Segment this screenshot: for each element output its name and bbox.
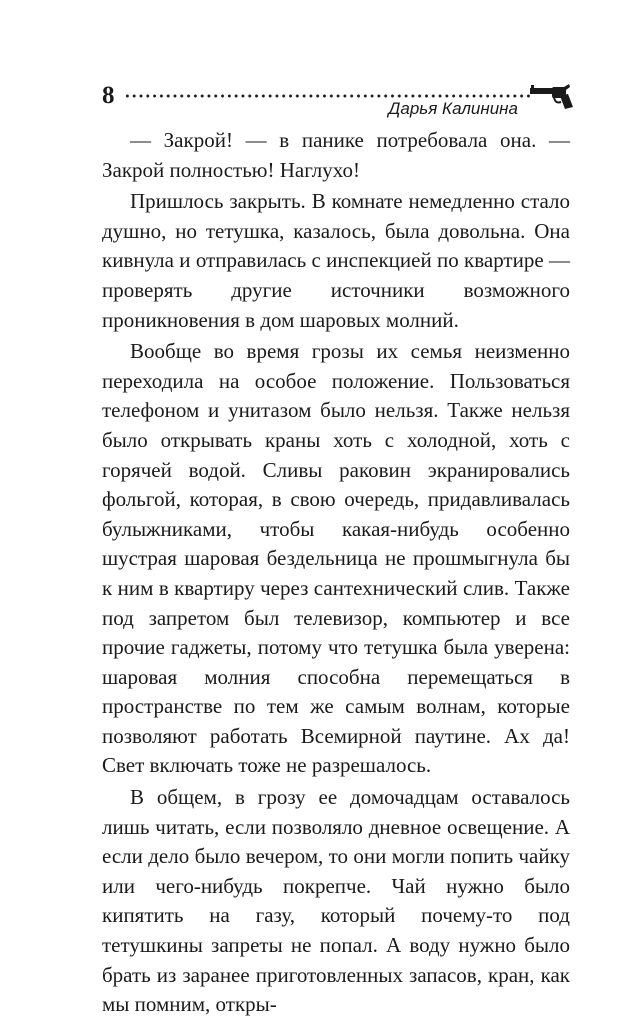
paragraph: Пришлось закрыть. В комнате немедленно стало душно, но тетушка, казалось, была довольна. Она кивнула и отправилась с инспекцией по квартире — проверять другие источники возможного проникновения в дом шаровых молний. [102, 189, 570, 332]
page-body [102, 126, 570, 1020]
dotted-leader [124, 94, 532, 98]
paragraph: — Закрой! — в панике потребовала она. — Закрой полностью! Наглухо! [102, 128, 570, 182]
running-header [102, 82, 574, 122]
author-name: Дарья Калинина [388, 99, 518, 118]
paragraph: В общем, в грозу ее домочадцам оставалось лишь читать, если позволяло дневное освещение. А если дело было вечером, то они могли попить чайку или чего-нибудь покрепче. Чай нужно было кипятить на газу, который почему-то под тетушкины запреты не попал. А воду нужно было брать из заранее приготовленных запасов, кран, как мы помним, откры- [102, 785, 570, 1017]
page-number: 8 [102, 82, 115, 109]
revolver-icon [528, 82, 574, 110]
paragraph: Вообще во время грозы их семья неизменно переходила на особое положение. Пользоваться телефоном и унитазом было нельзя. Также нельзя было открывать краны хоть с холодной, хоть с горячей водой. Сливы раковин экранировались фольгой, которая, в свою очередь, придавливалась булыжниками, чтобы какая-нибудь особенно шустрая шаровая бездельница не прошмыгнула бы к ним в квартиру через сантехнический слив. Также под запретом был телевизор, компьютер и все прочие гаджеты, потому что тетушка была уверена: шаровая молния способна перемещаться в пространстве по тем же самым волнам, которые позволяют работать Всемирной паутине. Ах да! Свет включать тоже не разрешалось. [102, 339, 570, 778]
